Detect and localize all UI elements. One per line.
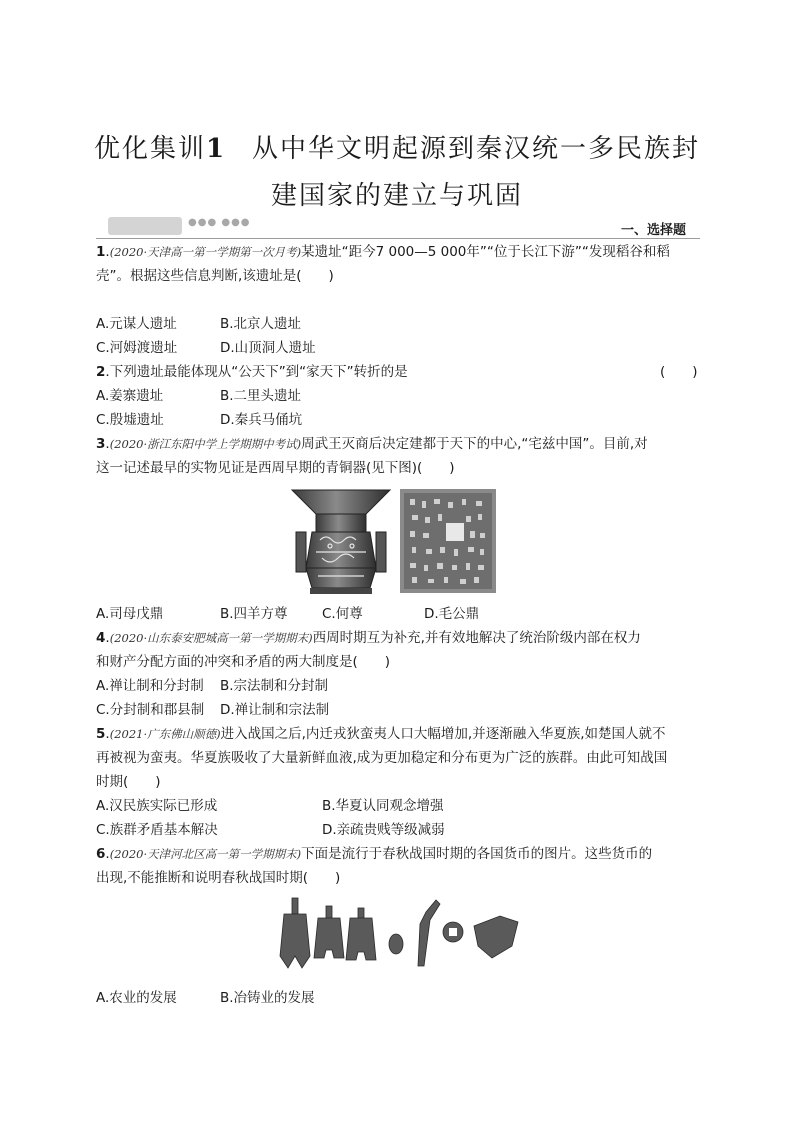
question-5-line-3: 时期( ) bbox=[96, 774, 161, 790]
option-2c[interactable]: C.殷墟遗址 bbox=[96, 412, 164, 428]
option-3d[interactable]: D.毛公鼎 bbox=[424, 606, 480, 622]
option-1b[interactable]: B.北京人遗址 bbox=[220, 316, 302, 332]
question-4-line-2: 和财产分配方面的冲突和矛盾的两大制度是( ) bbox=[96, 654, 391, 670]
option-5c[interactable]: C.族群矛盾基本解决 bbox=[96, 822, 218, 838]
question-3-line-2: 这一记述最早的实物见证是西周早期的青铜器(见下图)( ) bbox=[96, 460, 455, 476]
question-stem: 某遗址“距今7 000—5 000年”“位于长江下游”“发现稻谷和稻 bbox=[301, 244, 670, 260]
title-number: 1 bbox=[205, 134, 227, 164]
option-4c[interactable]: C.分封制和郡县制 bbox=[96, 702, 205, 718]
question-6-line-1: 6.(2020·天津河北区高一第一学期期末)下面是流行于春秋战国时期的各国货币的图片。这些货币的 bbox=[96, 846, 653, 862]
question-number: 6 bbox=[96, 846, 106, 862]
question-1-line-2: 壳”。根据这些信息判断,该遗址是( ) bbox=[96, 268, 334, 284]
question-5-line-1: 5.(2021·广东佛山顺德)进入战国之后,内迁戎狄蛮夷人口大幅增加,并逐渐融入华夏族,如楚国人就不 bbox=[96, 726, 666, 742]
question-stem: 周武王灭商后决定建都于天下的中心,“宅兹中国”。目前,对 bbox=[301, 436, 648, 452]
question-1-line-1: 1.(2020·天津高一第一学期第一次月考)某遗址“距今7 000—5 000年”“位于长江下游”“发现稻谷和稻 bbox=[96, 244, 670, 260]
option-3a[interactable]: A.司母戊鼎 bbox=[96, 606, 164, 622]
question-stem: 进入战国之后,内迁戎狄蛮夷人口大幅增加,并逐渐融入华夏族,如楚国人就不 bbox=[220, 726, 666, 742]
option-1d[interactable]: D.山顶洞人遗址 bbox=[220, 340, 316, 356]
section-rule bbox=[96, 238, 700, 239]
question-stem: 下面是流行于春秋战国时期的各国货币的图片。这些货币的 bbox=[301, 846, 653, 862]
option-2a[interactable]: A.姜寨遗址 bbox=[96, 388, 164, 404]
question-4-line-1: 4.(2020·山东泰安肥城高一第一学期期末)西周时期互为补充,并有效地解决了统治阶级内部在权力 bbox=[96, 630, 641, 646]
bronze-inscription-rubbing-image bbox=[400, 489, 496, 593]
section-label: 一、选择题 bbox=[620, 223, 686, 238]
question-6-line-2: 出现,不能推断和说明春秋战国时期( ) bbox=[96, 870, 341, 886]
question-stem: .下列遗址最能体现从“公天下”到“家天下”转折的是 bbox=[105, 364, 408, 380]
question-number: 2 bbox=[96, 364, 106, 380]
question-number: 1 bbox=[96, 244, 106, 260]
question-source: (2020·浙江东阳中学上学期期中考试) bbox=[109, 437, 302, 451]
option-4a[interactable]: A.禅让制和分封制 bbox=[96, 678, 204, 694]
question-5-line-2: 再被视为蛮夷。华夏族吸收了大量新鲜血液,成为更加稳定和分布更为广泛的族群。由此可知战国 bbox=[96, 750, 668, 766]
section-header bbox=[96, 215, 700, 239]
option-5d[interactable]: D.亲疏贵贱等级减弱 bbox=[322, 822, 445, 838]
section-tab-decoration bbox=[108, 217, 182, 235]
option-2d[interactable]: D.秦兵马俑坑 bbox=[220, 412, 303, 428]
option-1c[interactable]: C.河姆渡遗址 bbox=[96, 340, 178, 356]
option-4d[interactable]: D.禅让制和宗法制 bbox=[220, 702, 330, 718]
he-zun-bronze-vessel-image bbox=[286, 484, 396, 596]
section-dots-decoration: ●●● ●●● bbox=[188, 217, 251, 228]
option-2b[interactable]: B.二里头遗址 bbox=[220, 388, 302, 404]
option-3b[interactable]: B.四羊方尊 bbox=[220, 606, 288, 622]
question-number: 3 bbox=[96, 436, 106, 452]
page-title-line-1 bbox=[0, 128, 794, 165]
option-6a[interactable]: A.农业的发展 bbox=[96, 990, 177, 1006]
question-source: (2020·山东泰安肥城高一第一学期期末) bbox=[109, 631, 313, 645]
question-source: (2021·广东佛山顺德) bbox=[109, 727, 221, 741]
question-number: 5 bbox=[96, 726, 106, 742]
option-5a[interactable]: A.汉民族实际已形成 bbox=[96, 798, 218, 814]
title-prefix: 优化集训 bbox=[93, 134, 206, 164]
question-source: (2020·天津河北区高一第一学期期末) bbox=[109, 847, 302, 861]
question-source: (2020·天津高一第一学期第一次月考) bbox=[109, 245, 302, 259]
option-6b[interactable]: B.冶铸业的发展 bbox=[220, 990, 315, 1006]
question-2-answer-paren: ( ) bbox=[660, 364, 698, 380]
ancient-coins-image bbox=[278, 896, 528, 976]
page-title-line-2: 建国家的建立与巩固 bbox=[270, 181, 523, 211]
option-4b[interactable]: B.宗法制和分封制 bbox=[220, 678, 329, 694]
option-5b[interactable]: B.华夏认同观念增强 bbox=[322, 798, 444, 814]
title-rest: 从中华文明起源到秦汉统一多民族封 bbox=[252, 134, 701, 164]
question-3-line-1: 3.(2020·浙江东阳中学上学期期中考试)周武王灭商后决定建都于天下的中心,“宅兹中国”。目前,对 bbox=[96, 436, 648, 452]
question-number: 4 bbox=[96, 630, 106, 646]
option-3c[interactable]: C.何尊 bbox=[322, 606, 363, 622]
question-2-line-1 bbox=[96, 362, 408, 382]
option-1a[interactable]: A.元谋人遗址 bbox=[96, 316, 177, 332]
question-stem: 西周时期互为补充,并有效地解决了统治阶级内部在权力 bbox=[312, 630, 641, 646]
